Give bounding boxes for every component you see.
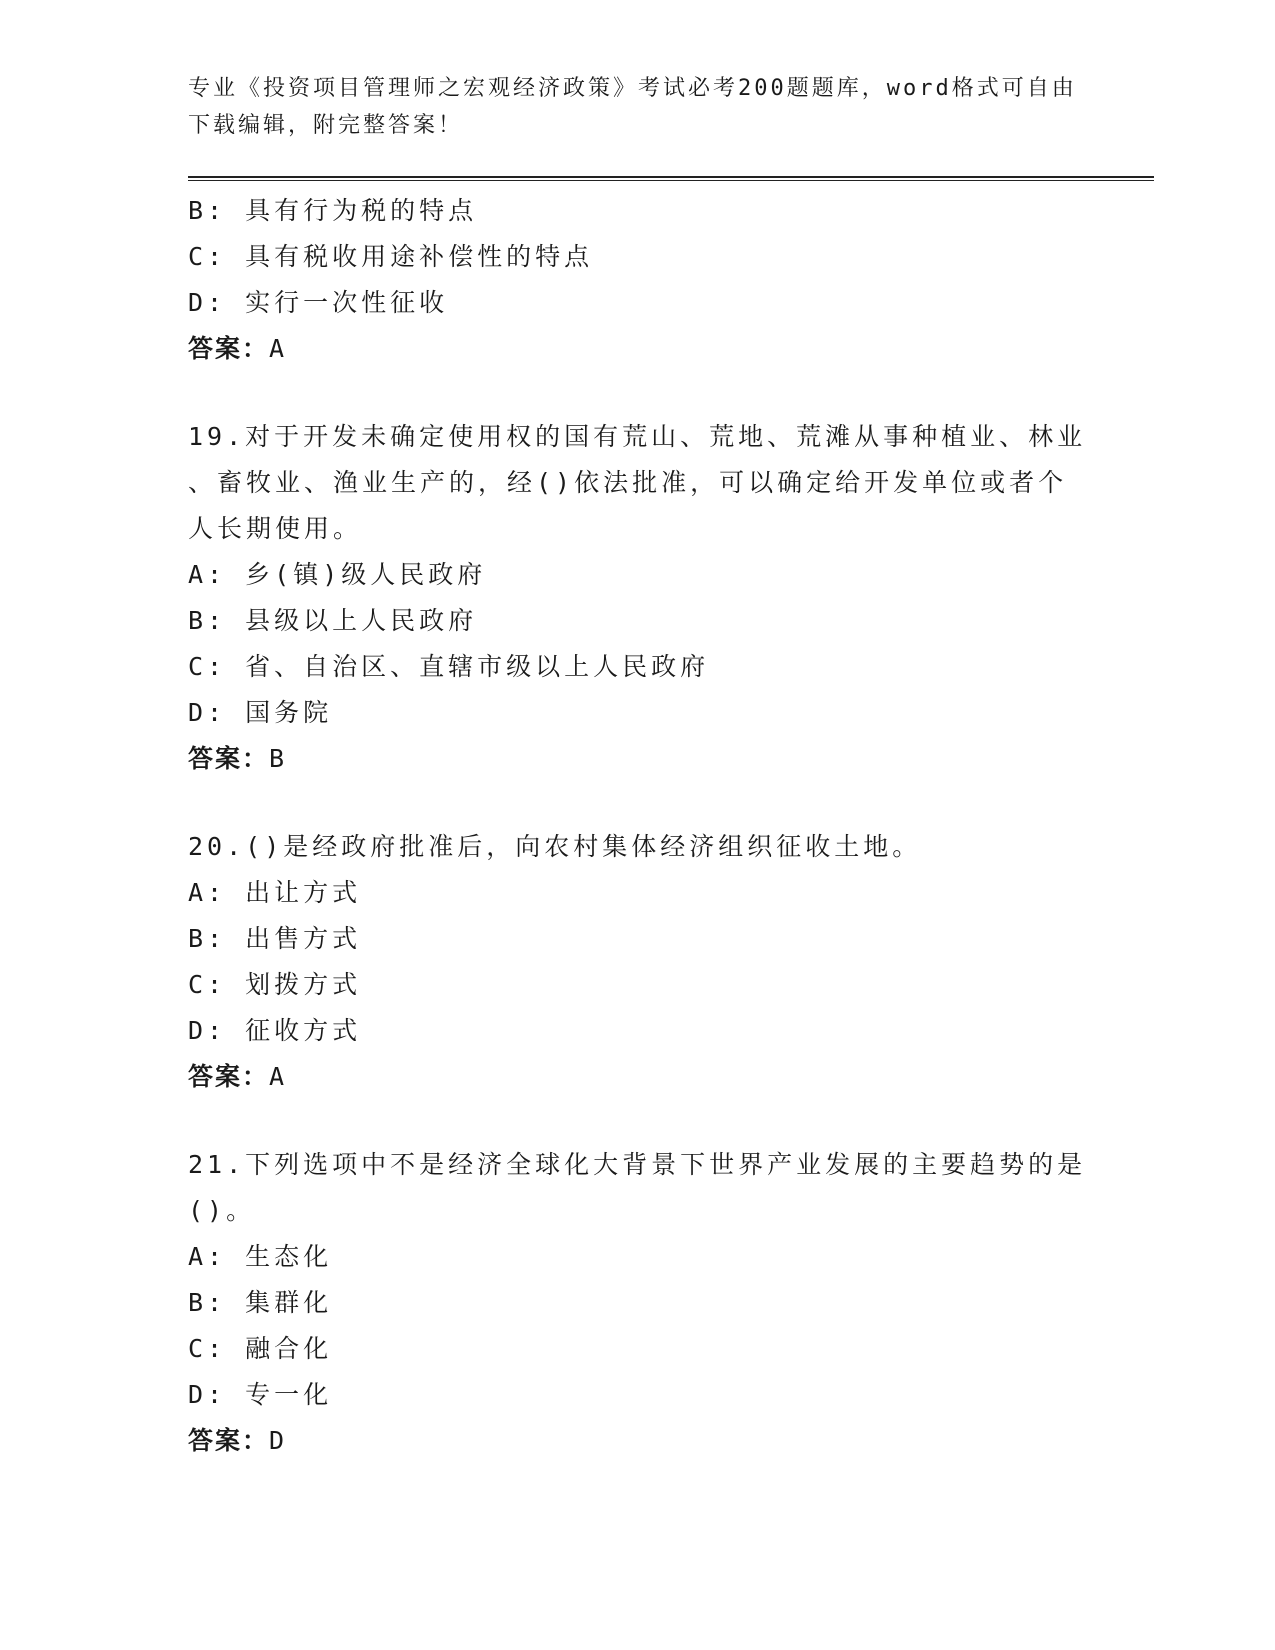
header-line-1: 专业《投资项目管理师之宏观经济政策》考试必考200题题库，word格式可自由 xyxy=(188,76,1077,101)
question-19 xyxy=(188,414,1128,782)
option-c: C: 融合化 xyxy=(188,1334,333,1363)
question-stem-line: 、畜牧业、渔业生产的，经()依法批准，可以确定给开发单位或者个 xyxy=(188,468,1068,497)
option-a: A: 乡(镇)级人民政府 xyxy=(188,560,487,589)
answer-value: D xyxy=(269,1426,287,1455)
header-line-2: 下载编辑，附完整答案！ xyxy=(188,113,464,138)
question-stem-line: 21.下列选项中不是经济全球化大背景下世界产业发展的主要趋势的是 xyxy=(188,1150,1087,1179)
answer-label: 答案： xyxy=(188,1426,270,1455)
question-21 xyxy=(188,1142,1128,1464)
option-c: C: 具有税收用途补偿性的特点 xyxy=(188,242,594,271)
option-a: A: 出让方式 xyxy=(188,878,362,907)
option-c: C: 省、自治区、直辖市级以上人民政府 xyxy=(188,652,710,681)
answer-row xyxy=(188,1054,1128,1100)
question-list xyxy=(188,188,1128,1464)
option-a: A: 生态化 xyxy=(188,1242,333,1271)
answer-value: A xyxy=(269,1062,287,1091)
answer-label: 答案： xyxy=(188,1062,270,1091)
answer-value: B xyxy=(269,744,287,773)
option-d: D: 国务院 xyxy=(188,698,333,727)
option-b: B: 集群化 xyxy=(188,1288,333,1317)
spacer xyxy=(188,372,1128,414)
question-stem-line: ()。 xyxy=(188,1196,256,1225)
option-d: D: 实行一次性征收 xyxy=(188,288,449,317)
question-stem-line: 19.对于开发未确定使用权的国有荒山、荒地、荒滩从事种植业、林业 xyxy=(188,422,1087,451)
answer-value: A xyxy=(269,334,287,363)
question-18-tail xyxy=(188,188,1128,372)
spacer xyxy=(188,782,1128,824)
spacer xyxy=(188,1100,1128,1142)
option-b: B: 具有行为税的特点 xyxy=(188,196,478,225)
option-b: B: 出售方式 xyxy=(188,924,362,953)
question-stem-line: 人长期使用。 xyxy=(188,514,363,543)
answer-row xyxy=(188,1418,1128,1464)
header-divider xyxy=(188,176,1154,181)
answer-label: 答案： xyxy=(188,744,270,773)
option-b: B: 县级以上人民政府 xyxy=(188,606,478,635)
option-c: C: 划拨方式 xyxy=(188,970,362,999)
question-20 xyxy=(188,824,1128,1100)
option-d: D: 征收方式 xyxy=(188,1016,362,1045)
option-d: D: 专一化 xyxy=(188,1380,333,1409)
answer-row xyxy=(188,736,1128,782)
document-header xyxy=(188,70,1088,144)
answer-label: 答案： xyxy=(188,334,270,363)
answer-row xyxy=(188,326,1128,372)
question-stem-line: 20.()是经政府批准后，向农村集体经济组织征收土地。 xyxy=(188,832,922,861)
